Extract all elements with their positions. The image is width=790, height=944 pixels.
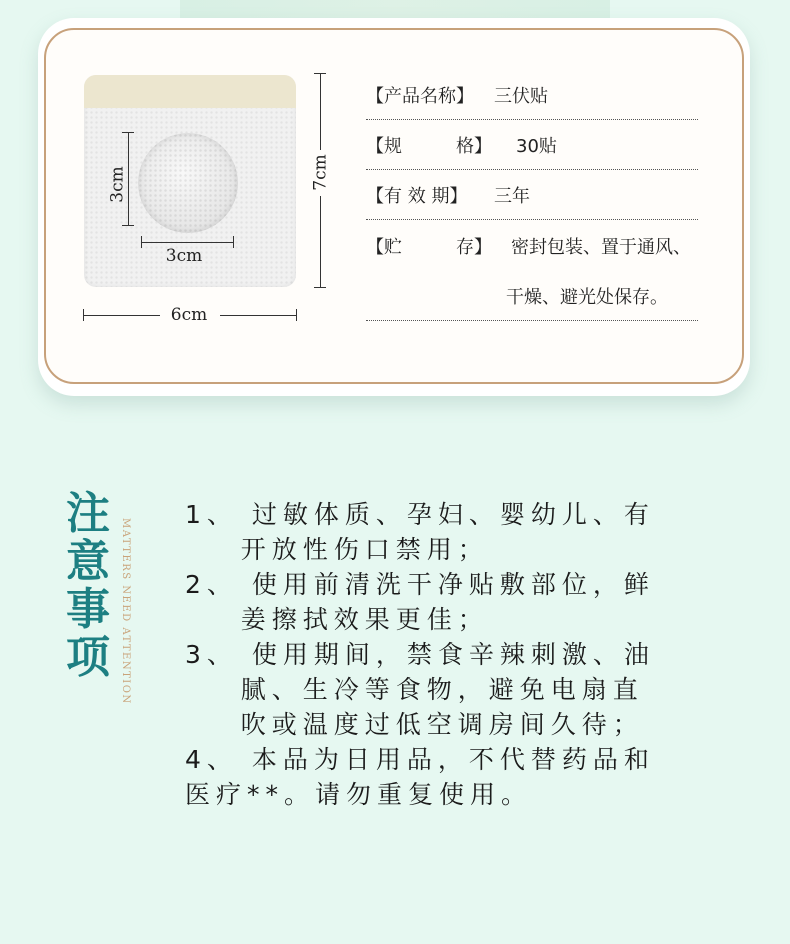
dim-line-total-width-right [220,315,297,316]
info-row-spec [366,120,698,170]
info-label: 【产品名称】 [366,86,474,107]
notes-title-char: 意 [66,536,110,587]
circle-width-label: 3cm [165,246,203,266]
circle-height-label: 3cm [107,166,128,203]
note-line: 2、 使用前清洗干净贴敷部位，鲜 [185,570,655,599]
info-label: 【有 效 期】 [366,186,468,207]
info-value: 30贴 [516,136,557,157]
notes-title-char: 注 [66,488,110,539]
info-value: 三伏贴 [494,86,548,107]
dim-tick [314,73,326,74]
info-row-storage [366,220,698,321]
patch-center-circle [138,133,238,233]
info-label: 【规 格】 [366,136,492,157]
dim-tick [122,225,134,226]
info-value: 三年 [494,186,530,207]
notes-title-char: 事 [66,584,110,635]
dim-tick [314,287,326,288]
patch-top-band [84,75,296,108]
dim-tick [122,132,134,133]
note-line: 开放性伤口禁用； [185,535,489,564]
dim-line-circle-horizontal [141,242,233,243]
notes-subtitle: MATTERS NEED ATTENTION [120,518,131,705]
note-line: 腻、生冷等食物，避免电扇直 [185,675,644,704]
info-value-continued: 干燥、避光处保存。 [506,287,668,308]
info-row-name [366,72,698,120]
dim-tick [296,309,297,321]
total-height-label: 7cm [310,154,331,191]
info-label: 【贮 存】 [366,237,492,258]
info-value: 密封包装、置于通风、 [511,237,691,258]
dim-tick [233,236,234,248]
notes-title [60,490,116,682]
notes-title-char: 项 [66,632,110,683]
note-line: 1、 过敏体质、孕妇、婴幼儿、有 [185,500,655,529]
note-line: 医疗**。请勿重复使用。 [185,780,533,809]
info-row-validity [366,170,698,220]
dim-tick [141,236,142,248]
note-line: 3、 使用期间，禁食辛辣刺激、油 [185,640,655,669]
note-line: 4、 本品为日用品，不代替药品和 [185,745,655,774]
note-line: 吹或温度过低空调房间久待； [185,710,644,739]
dim-tick [83,309,84,321]
dim-line-circle-vertical [128,132,129,225]
dim-line-total-width-left [83,315,160,316]
note-line: 姜擦拭效果更佳； [185,605,489,634]
total-width-label: 6cm [170,305,208,325]
